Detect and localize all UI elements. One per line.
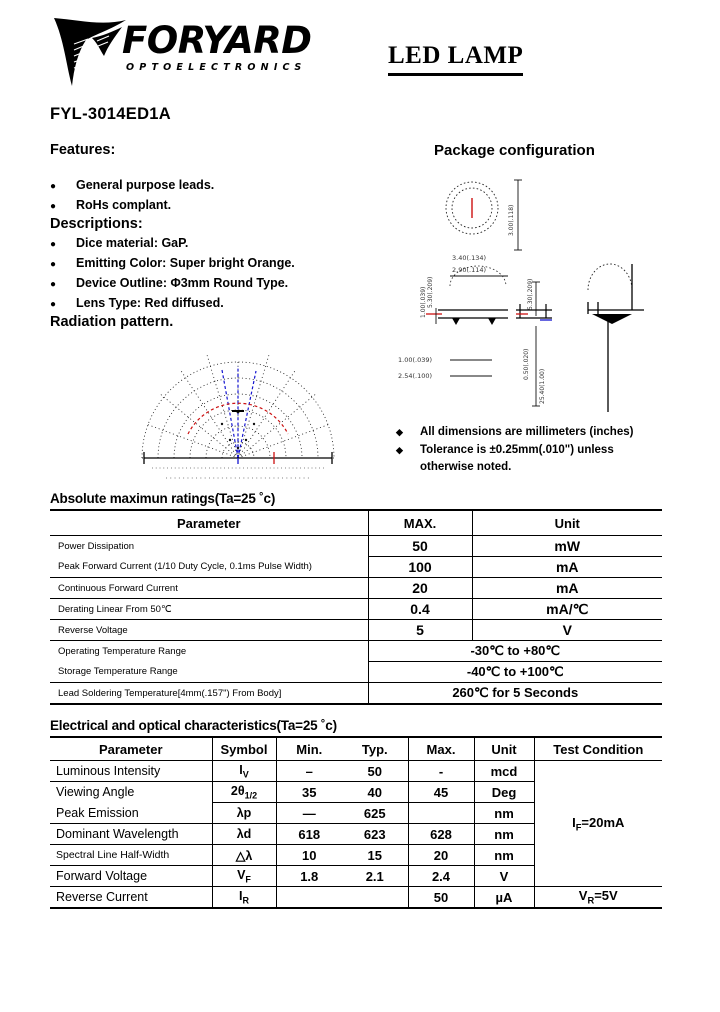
cell-parameter: Viewing Angle bbox=[50, 782, 212, 803]
cell-unit: mcd bbox=[474, 761, 534, 782]
cell-parameter: Continuous Forward Current bbox=[50, 578, 368, 599]
abs-max-ratings-caption: Absolute maximun ratings(Ta=25 ˚c) bbox=[50, 491, 276, 506]
table-row bbox=[50, 887, 662, 909]
svg-text:0.50(.020): 0.50(.020) bbox=[523, 348, 530, 380]
description-item bbox=[50, 234, 380, 254]
svg-text:2.54(.100): 2.54(.100) bbox=[398, 372, 433, 380]
cell-unit: mA/℃ bbox=[472, 599, 662, 620]
cell-parameter: Power Dissipation bbox=[50, 536, 368, 557]
cell-min: 1.8 bbox=[276, 866, 342, 887]
svg-text:3.40(.134): 3.40(.134) bbox=[452, 254, 487, 262]
part-number: FYL-3014ED1A bbox=[50, 105, 171, 123]
table-row bbox=[50, 662, 662, 683]
cell-min: 618 bbox=[276, 824, 342, 845]
table-row bbox=[50, 536, 662, 557]
table-row bbox=[50, 620, 662, 641]
cell-symbol: $V_F$ bbox=[212, 866, 276, 887]
package-note-item bbox=[396, 424, 676, 442]
cell-typ: 15 bbox=[342, 845, 408, 866]
cell-parameter: Luminous Intensity bbox=[50, 761, 212, 782]
svg-text:25.40(1.00): 25.40(1.00) bbox=[539, 368, 546, 404]
cell-symbol: △λ bbox=[212, 845, 276, 866]
cell-parameter: Spectral Line Half-Width bbox=[50, 845, 212, 866]
features-section bbox=[50, 142, 380, 332]
diamond-bullet-icon: ◆ bbox=[396, 427, 403, 437]
cell-max: 20 bbox=[368, 578, 472, 599]
svg-text:5.30(.209): 5.30(.209) bbox=[427, 276, 434, 308]
cell-min: 35 bbox=[276, 782, 342, 803]
cell-unit: V bbox=[474, 866, 534, 887]
cell-symbol: $2\theta_{1/2}$ bbox=[212, 782, 276, 803]
cell-max: - bbox=[408, 761, 474, 782]
table-row bbox=[50, 599, 662, 620]
description-item bbox=[50, 294, 380, 314]
col-header-unit: Unit bbox=[474, 737, 534, 761]
cell-parameter: Peak Forward Current (1/10 Duty Cycle, 0.1ms Pulse Width) bbox=[50, 557, 368, 578]
cell-min: — bbox=[276, 803, 342, 824]
cell-symbol: $I_R$ bbox=[212, 887, 276, 909]
cell-unit: Deg bbox=[474, 782, 534, 803]
cell-max: 50 bbox=[368, 536, 472, 557]
col-header-parameter: Parameter bbox=[50, 510, 368, 536]
cell-test-condition: $I_F=20mA$ bbox=[534, 761, 662, 887]
abs-max-ratings-table bbox=[50, 509, 662, 705]
cell-typ: 2.1 bbox=[342, 866, 408, 887]
package-note-item bbox=[396, 442, 676, 460]
col-header-symbol: Symbol bbox=[212, 737, 276, 761]
package-note-label: All dimensions are millimeters (inches) bbox=[420, 426, 634, 438]
cell-max: 2.4 bbox=[408, 866, 474, 887]
svg-text:5.30(.209): 5.30(.209) bbox=[527, 278, 534, 310]
svg-text:1.00(.039): 1.00(.039) bbox=[398, 356, 433, 364]
bullet-icon: ● bbox=[50, 279, 57, 290]
cell-unit: nm bbox=[474, 824, 534, 845]
table-row bbox=[50, 578, 662, 599]
table-row bbox=[50, 641, 662, 662]
table-row bbox=[50, 761, 662, 782]
cell-symbol: λp bbox=[212, 803, 276, 824]
cell-parameter: Derating Linear From 50℃ bbox=[50, 599, 368, 620]
cell-typ: 50 bbox=[342, 761, 408, 782]
cell-typ: 40 bbox=[342, 782, 408, 803]
electro-optical-caption: Electrical and optical characteristics(Ta=25 ˚c) bbox=[50, 718, 337, 733]
description-item bbox=[50, 254, 380, 274]
radiation-pattern-heading: Radiation pattern. bbox=[50, 314, 174, 330]
features-heading: Features: bbox=[50, 142, 116, 158]
cell-typ: 625 bbox=[342, 803, 408, 824]
foryard-feather-logo bbox=[52, 14, 130, 90]
col-header-max: MAX. bbox=[368, 510, 472, 536]
cell-max: 100 bbox=[368, 557, 472, 578]
cell-unit: nm bbox=[474, 803, 534, 824]
description-label: Dice material: GaP. bbox=[76, 236, 189, 250]
page-title: LED LAMP bbox=[388, 42, 523, 76]
page-header bbox=[0, 0, 720, 100]
package-configuration-drawing bbox=[392, 168, 680, 420]
cell-test-condition: $V_R=5V$ bbox=[534, 887, 662, 909]
cell-min bbox=[276, 887, 342, 909]
bullet-icon: ● bbox=[50, 181, 57, 192]
cell-parameter: Peak Emission bbox=[50, 803, 212, 824]
svg-text:3.00(.118): 3.00(.118) bbox=[508, 204, 515, 236]
feature-label: General purpose leads. bbox=[76, 178, 215, 192]
col-header-parameter: Parameter bbox=[50, 737, 212, 761]
cell-max: 50 bbox=[408, 887, 474, 909]
cell-parameter: Dominant Wavelength bbox=[50, 824, 212, 845]
cell-unit: V bbox=[472, 620, 662, 641]
cell-unit: mW bbox=[472, 536, 662, 557]
cell-max bbox=[408, 803, 474, 824]
cell-max: 5 bbox=[368, 620, 472, 641]
cell-parameter: Reverse Current bbox=[50, 887, 212, 909]
bullet-icon: ● bbox=[50, 299, 57, 310]
col-header-min: Min. bbox=[276, 737, 342, 761]
cell-symbol: $I_V$ bbox=[212, 761, 276, 782]
col-header-max: Max. bbox=[408, 737, 474, 761]
cell-max: 20 bbox=[408, 845, 474, 866]
bullet-icon: ● bbox=[50, 239, 57, 250]
col-header-unit: Unit bbox=[472, 510, 662, 536]
descriptions-heading: Descriptions: bbox=[50, 216, 143, 232]
table-row bbox=[50, 683, 662, 705]
cell-parameter: Storage Temperature Range bbox=[50, 662, 368, 683]
description-label: Device Outline: Φ3mm Round Type. bbox=[76, 276, 289, 290]
cell-min: 10 bbox=[276, 845, 342, 866]
package-configuration-title: Package configuration bbox=[434, 142, 595, 159]
bullet-icon: ● bbox=[50, 259, 57, 270]
package-notes bbox=[396, 424, 676, 477]
svg-text:1.00(.039): 1.00(.039) bbox=[420, 286, 427, 318]
cell-symbol: λd bbox=[212, 824, 276, 845]
cell-parameter: Operating Temperature Range bbox=[50, 641, 368, 662]
description-item bbox=[50, 274, 380, 294]
table-header-row bbox=[50, 737, 662, 761]
package-note-label: Tolerance is ±0.25mm(.010") unless bbox=[420, 443, 614, 456]
cell-max: 45 bbox=[408, 782, 474, 803]
cell-parameter: Reverse Voltage bbox=[50, 620, 368, 641]
diamond-bullet-icon: ◆ bbox=[396, 444, 403, 455]
logo-subtext: OPTOELECTRONICS bbox=[126, 62, 307, 73]
radiation-pattern-diagram bbox=[126, 352, 350, 484]
col-header-test-condition: Test Condition bbox=[534, 737, 662, 761]
description-label: Emitting Color: Super bright Orange. bbox=[76, 256, 295, 270]
svg-text:2.90(.114): 2.90(.114) bbox=[452, 266, 487, 274]
table-row bbox=[50, 557, 662, 578]
cell-span-value: -30℃ to +80℃ bbox=[368, 641, 662, 662]
package-note-continuation: otherwise noted. bbox=[420, 461, 512, 473]
cell-typ bbox=[342, 887, 408, 909]
cell-unit: µA bbox=[474, 887, 534, 909]
description-label: Lens Type: Red diffused. bbox=[76, 296, 224, 310]
cell-parameter: Lead Soldering Temperature[4mm(.157") From Body] bbox=[50, 683, 368, 705]
table-header-row bbox=[50, 510, 662, 536]
cell-unit: mA bbox=[472, 578, 662, 599]
feature-item bbox=[50, 176, 380, 196]
cell-typ: 623 bbox=[342, 824, 408, 845]
electro-optical-table bbox=[50, 736, 662, 909]
cell-span-value: -40℃ to +100℃ bbox=[368, 662, 662, 683]
feature-label: RoHs complant. bbox=[76, 198, 172, 212]
cell-unit: nm bbox=[474, 845, 534, 866]
col-header-typ: Typ. bbox=[342, 737, 408, 761]
feature-item bbox=[50, 196, 380, 216]
bullet-icon: ● bbox=[50, 201, 57, 212]
cell-span-value: 260℃ for 5 Seconds bbox=[368, 683, 662, 705]
cell-max: 0.4 bbox=[368, 599, 472, 620]
cell-unit: mA bbox=[472, 557, 662, 578]
logo-wordmark: FORYARD bbox=[122, 19, 312, 62]
cell-parameter: Forward Voltage bbox=[50, 866, 212, 887]
cell-min: – bbox=[276, 761, 342, 782]
cell-max: 628 bbox=[408, 824, 474, 845]
